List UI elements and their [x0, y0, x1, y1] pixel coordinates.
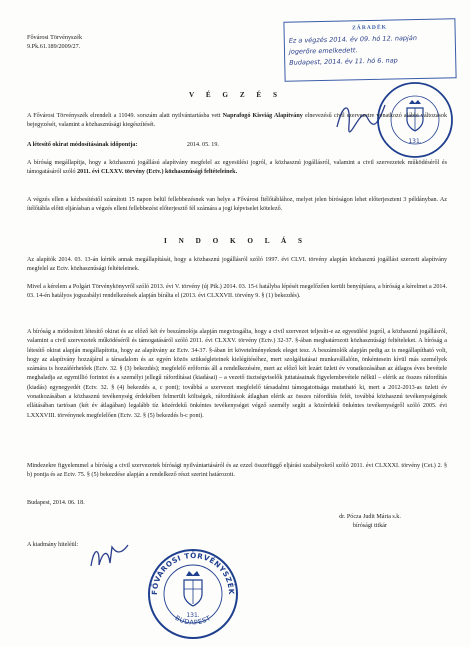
seal-city-text: BUDAPEST	[173, 613, 213, 627]
certification-label: A kiadmány hiteléül:	[27, 542, 79, 548]
reasoning-paragraph-4: Mindezekre figyelemmel a bíróság a civil szervezetek bírósági nyilvántartásáról és az ezzel összefüggő eljárási szabályokról szóló 2011. évi CLXXXI. törvény (Cet.) 2. § b) pontja és az Ectv. 75. § (5) bekezdése alapján a rendelkező részt szerint határozott.	[27, 463, 447, 479]
organization-name: Naprafogó Kisviág Alapítvány	[222, 113, 303, 119]
reasoning-paragraph-1: Az alapítók 2014. 03. 13-án kérték annak megállapítását, hogy a közhasznú jogállásról szóló 1997. évi CLVI. törvény alapján közhasznú jogállást szerzett alapítvány megfelel az Ectv. közhasznúsági feltételeinek.	[27, 257, 447, 273]
finding-text: A bíróság megállapítja, hogy a közhasznú jogállású alapítvány megfelel az egyesülési jogról, a közhasznú jogállásról, valamint a civil szervezetek működéséről és támogatásáról szóló	[27, 160, 447, 176]
finality-stamp	[283, 18, 456, 82]
stamp-line-1: Ez a végzés 2014. év 09. hó 12. napján	[288, 34, 418, 45]
modification-date-value: 2014. 05. 19.	[186, 142, 219, 148]
intro-text-end: elnevezésű civil szervezetre vonatkozó alábbi változások bejegyzését, valamint a közhasznúsági kiegészítését.	[27, 113, 447, 129]
intro-text: A Fővárosi Törvényszék elrendeli a 11049. sorszám alatt nyilvántartásba vett	[27, 113, 223, 119]
stamp-title: ZÁRADÉK	[351, 24, 388, 32]
place-date: Budapest, 2014. 06. 18.	[27, 500, 85, 506]
stamp-line-2: jogerőre emelkedett.	[288, 46, 358, 56]
appeal-paragraph: A végzés ellen a kézbesítéstől számított 15 napon belül fellebbezésnek van helye a Fővárosi Ítélőtáblához, melyet jelen bíróságon lehet előterjeszteni 3 példányban. Az ítélőtábla előtti eljárásban a végzés elleni fellebbezést előterjesztő fél számára a jogi képviselet kötelező.	[27, 197, 447, 213]
signatory-role: bírósági titkár	[352, 523, 387, 530]
court-seal-bottom-icon	[145, 546, 241, 642]
intro-paragraph	[27, 112, 447, 131]
reasoning-paragraph-3: A bíróság a módosított létesítő okirat és az előző két év beszámolója alapján megvizsgálta, hogy a civil szervezet teljesíti-e az egyesülési jogról, a közhasznú jogállásról, valamint a civil szervezetek működéséről és támogatásáról szóló 2011. évi CLXXV. törvény (Ectv.) 32-37. §-ában meghatározott közhasznúsági feltételeket. A bíróság a létesítő okirat alapján megállapította, hogy az alapítvány az Ectv. 34-37. §-ában írt követelményeknek eleget tesz. A beszámolók alapján pedig az is megállapítható volt, hogy az alapítvány hozzájárul a társadalom és az egyén közös szükségleteinek kielégítéséhez, mert szolgáltatásai munkavállalóin, önkéntesein kívül más személyek számára is hozzáférhetőek (Ectv. 32. § (3) bekezdés); megfelelő erőforrás áll a rendelkezésére, mert az előző két lezárt üzleti év vonatkozásában az átlagos éves bevétele meghaladja az egymillió forintot és a személyi jellegű ráfordításai (kiadásai) – a vezető tisztségviselők juttatásainak figyelembevétele nélkül – elérik az összes ráfordítás (kiadás) egynegyedét (Ectv. 32. § (4) bekezdés a, c pont); továbbá a szervezet megfelelő társadalmi támogatottsága mutatható ki, mert a 2012-2013-as üzleti év vonatkozásában a közhasznú tevékenység érdekében felmerült költségek, ráfordítások átlaghan elérik az összes ráfordítás felét, továbbá közhasznú tevékenységének ellátásában tartósan (két év átlagában) legalább tíz közérdekű önkéntes tevékenységet végző személy segíti a közérdekű önkéntes tevékenységről szóló 2005. évi LXXXVIII. törvénynek megfelelően (Ectv. 32. § (5) bekezdés b-c pont).	[27, 329, 447, 419]
signatory-name: dr. Pócza Judit Mária s.k.	[339, 514, 401, 520]
certification-signature	[88, 541, 133, 571]
modification-date-line	[27, 141, 447, 150]
seal-number: 131.	[408, 138, 422, 145]
document-title: V É G Z É S	[188, 91, 282, 99]
signatory-block	[290, 513, 450, 532]
case-number: 9.Pk.61.189/2009/27.	[27, 43, 81, 50]
reasoning-title: I N D O K O L Á S	[164, 237, 307, 245]
finding-paragraph	[27, 159, 447, 178]
seal-bottom-number: 131.	[186, 612, 200, 619]
court-name: Fővárosi Törvényszék	[27, 34, 83, 41]
finding-law: 2011. évi CLXXV. törvény (Ectv.) közhasznúsági feltételeinek.	[77, 169, 238, 176]
document-header	[27, 33, 82, 51]
stamp-line-3: Budapest, 2014. év 11. hó 6. nap	[289, 56, 398, 67]
reasoning-paragraph-2: Mivel a kérelem a Polgári Törvénykönyvről szóló 2013. évi V. törvény (új Ptk.) 2014. 03. 15-i hatályba lépését megelőzően került benyújtásra, a bíróság a kérelmet a 2014. 03. 14-én hatályos jogszabályi rendelkezések alapján bírálta el (2013. évi CLXXVII. törvény 9. § (1) bekezdés).	[27, 284, 447, 300]
seal-court-text: FŐVÁROSI TÖRVÉNYSZÉK	[149, 550, 237, 596]
modification-date-label: A létesítő okirat módosításának időpontja:	[27, 142, 138, 148]
